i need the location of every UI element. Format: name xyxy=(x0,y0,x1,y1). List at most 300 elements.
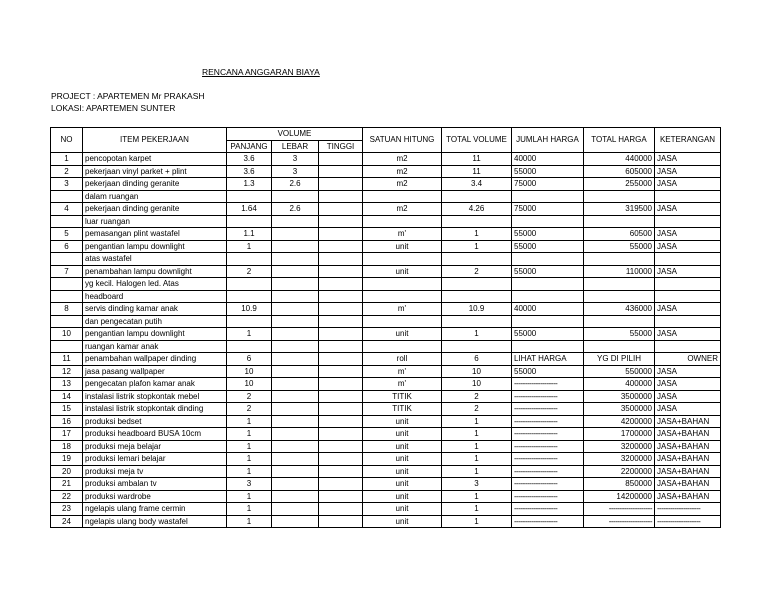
cell-item: produksi headboard BUSA 10cm xyxy=(83,428,227,441)
cell-total-harga: 55000 xyxy=(584,240,655,253)
cell-satuan: unit xyxy=(363,503,442,516)
cell-total-volume: 10 xyxy=(442,378,512,391)
cell-panjang: 1 xyxy=(227,415,272,428)
header-keterangan: KETERANGAN xyxy=(655,128,721,153)
cell-total-volume: 2 xyxy=(442,403,512,416)
cell-lebar xyxy=(272,378,319,391)
cell-total-volume: 1 xyxy=(442,440,512,453)
cell-total-volume: 1 xyxy=(442,453,512,466)
cell-keterangan: JASA+BAHAN xyxy=(655,453,721,466)
cell-item: pencopotan karpet xyxy=(83,153,227,166)
cell-total-harga xyxy=(584,278,655,291)
table-row xyxy=(51,228,721,241)
document-title: RENCANA ANGGARAN BIAYA xyxy=(202,67,320,77)
cell-panjang: 1 xyxy=(227,515,272,528)
cell-total-volume xyxy=(442,190,512,203)
cell-satuan xyxy=(363,215,442,228)
cell-jumlah-harga: -------------------- xyxy=(512,440,584,453)
cell-satuan: unit xyxy=(363,415,442,428)
cell-total-harga: 14200000 xyxy=(584,490,655,503)
cell-panjang: 1 xyxy=(227,440,272,453)
cell-keterangan: JASA+BAHAN xyxy=(655,415,721,428)
cell-lebar xyxy=(272,315,319,328)
budget-table xyxy=(50,127,721,528)
cell-tinggi xyxy=(319,515,363,528)
cell-panjang xyxy=(227,215,272,228)
cell-item: pekerjaan dinding geranite xyxy=(83,203,227,216)
cell-keterangan: JASA xyxy=(655,390,721,403)
cell-no: 23 xyxy=(51,503,83,516)
cell-no: 13 xyxy=(51,378,83,391)
cell-satuan xyxy=(363,340,442,353)
table-row xyxy=(51,303,721,316)
cell-panjang: 3 xyxy=(227,478,272,491)
cell-tinggi xyxy=(319,290,363,303)
cell-item: produksi bedset xyxy=(83,415,227,428)
cell-jumlah-harga: 55000 xyxy=(512,228,584,241)
cell-total-volume: 10.9 xyxy=(442,303,512,316)
cell-satuan: unit xyxy=(363,328,442,341)
cell-no: 15 xyxy=(51,403,83,416)
cell-satuan: m2 xyxy=(363,153,442,166)
cell-jumlah-harga: -------------------- xyxy=(512,490,584,503)
cell-panjang xyxy=(227,278,272,291)
cell-total-volume: 2 xyxy=(442,390,512,403)
cell-jumlah-harga xyxy=(512,340,584,353)
cell-panjang: 1 xyxy=(227,503,272,516)
cell-lebar xyxy=(272,440,319,453)
cell-lebar xyxy=(272,290,319,303)
cell-tinggi xyxy=(319,353,363,366)
cell-item: luar ruangan xyxy=(83,215,227,228)
cell-keterangan: JASA xyxy=(655,378,721,391)
table-row xyxy=(51,365,721,378)
cell-jumlah-harga: -------------------- xyxy=(512,465,584,478)
cell-no: 24 xyxy=(51,515,83,528)
cell-tinggi xyxy=(319,253,363,266)
cell-satuan: unit xyxy=(363,465,442,478)
cell-no: 20 xyxy=(51,465,83,478)
cell-jumlah-harga: 75000 xyxy=(512,178,584,191)
cell-item: pengecatan plafon kamar anak xyxy=(83,378,227,391)
header-satuan: SATUAN HITUNG xyxy=(363,128,442,153)
cell-lebar xyxy=(272,365,319,378)
cell-total-volume: 1 xyxy=(442,428,512,441)
header-total-volume: TOTAL VOLUME xyxy=(442,128,512,153)
cell-lebar xyxy=(272,415,319,428)
table-row xyxy=(51,265,721,278)
header-tinggi: TINGGI xyxy=(319,140,363,153)
cell-no: 19 xyxy=(51,453,83,466)
cell-panjang xyxy=(227,315,272,328)
cell-total-harga: 55000 xyxy=(584,328,655,341)
cell-item: instalasi listrik stopkontak dinding xyxy=(83,403,227,416)
cell-total-volume xyxy=(442,278,512,291)
cell-item: produksi ambalan tv xyxy=(83,478,227,491)
cell-lebar xyxy=(272,253,319,266)
cell-keterangan xyxy=(655,278,721,291)
cell-jumlah-harga: 55000 xyxy=(512,328,584,341)
cell-jumlah-harga xyxy=(512,253,584,266)
cell-no xyxy=(51,340,83,353)
cell-no xyxy=(51,315,83,328)
cell-keterangan xyxy=(655,340,721,353)
cell-panjang: 10.9 xyxy=(227,303,272,316)
cell-panjang: 3.6 xyxy=(227,165,272,178)
cell-satuan: m' xyxy=(363,365,442,378)
cell-tinggi xyxy=(319,265,363,278)
table-row xyxy=(51,428,721,441)
cell-item: jasa pasang wallpaper xyxy=(83,365,227,378)
cell-jumlah-harga: 55000 xyxy=(512,165,584,178)
cell-total-volume: 3 xyxy=(442,478,512,491)
cell-jumlah-harga xyxy=(512,315,584,328)
cell-keterangan: JASA xyxy=(655,153,721,166)
cell-total-harga xyxy=(584,340,655,353)
table-row xyxy=(51,403,721,416)
cell-no xyxy=(51,278,83,291)
cell-no xyxy=(51,290,83,303)
cell-satuan: TITIK xyxy=(363,403,442,416)
cell-no: 17 xyxy=(51,428,83,441)
cell-no: 1 xyxy=(51,153,83,166)
cell-item: servis dinding kamar anak xyxy=(83,303,227,316)
cell-panjang xyxy=(227,290,272,303)
cell-satuan: unit xyxy=(363,265,442,278)
header-no: NO xyxy=(51,128,83,153)
header-item: ITEM PEKERJAAN xyxy=(83,128,227,153)
table-row xyxy=(51,415,721,428)
cell-no xyxy=(51,190,83,203)
cell-no: 18 xyxy=(51,440,83,453)
cell-lebar xyxy=(272,390,319,403)
cell-satuan xyxy=(363,253,442,266)
table-row xyxy=(51,440,721,453)
cell-keterangan: JASA xyxy=(655,228,721,241)
cell-jumlah-harga: -------------------- xyxy=(512,415,584,428)
cell-total-harga: 319500 xyxy=(584,203,655,216)
cell-total-volume: 1 xyxy=(442,503,512,516)
cell-total-harga: 400000 xyxy=(584,378,655,391)
location-label: LOKASI: APARTEMEN SUNTER xyxy=(51,103,176,113)
header-lebar: LEBAR xyxy=(272,140,319,153)
cell-total-harga: 436000 xyxy=(584,303,655,316)
cell-total-volume: 1 xyxy=(442,515,512,528)
cell-total-harga: 4200000 xyxy=(584,415,655,428)
cell-keterangan: JASA+BAHAN xyxy=(655,440,721,453)
table-row xyxy=(51,178,721,191)
table-row xyxy=(51,353,721,366)
cell-lebar: 3 xyxy=(272,153,319,166)
table-row xyxy=(51,328,721,341)
cell-tinggi xyxy=(319,390,363,403)
cell-satuan: unit xyxy=(363,453,442,466)
cell-no: 22 xyxy=(51,490,83,503)
cell-lebar xyxy=(272,503,319,516)
cell-tinggi xyxy=(319,340,363,353)
cell-total-harga xyxy=(584,290,655,303)
table-row xyxy=(51,390,721,403)
cell-total-volume: 11 xyxy=(442,153,512,166)
cell-lebar xyxy=(272,328,319,341)
cell-lebar xyxy=(272,228,319,241)
cell-tinggi xyxy=(319,328,363,341)
cell-total-harga xyxy=(584,315,655,328)
cell-tinggi xyxy=(319,303,363,316)
cell-jumlah-harga: -------------------- xyxy=(512,515,584,528)
cell-jumlah-harga: -------------------- xyxy=(512,453,584,466)
cell-no: 2 xyxy=(51,165,83,178)
table-row xyxy=(51,453,721,466)
cell-satuan xyxy=(363,190,442,203)
cell-total-volume: 3.4 xyxy=(442,178,512,191)
cell-total-harga: 60500 xyxy=(584,228,655,241)
cell-item: ngelapis ulang body wastafel xyxy=(83,515,227,528)
cell-total-harga: 850000 xyxy=(584,478,655,491)
cell-item: dan pengecatan putih xyxy=(83,315,227,328)
cell-tinggi xyxy=(319,315,363,328)
cell-satuan: m' xyxy=(363,303,442,316)
cell-panjang: 1 xyxy=(227,453,272,466)
cell-panjang: 1.64 xyxy=(227,203,272,216)
cell-total-harga: 3500000 xyxy=(584,403,655,416)
table-row xyxy=(51,215,721,228)
cell-jumlah-harga xyxy=(512,190,584,203)
cell-jumlah-harga xyxy=(512,290,584,303)
cell-keterangan: JASA xyxy=(655,178,721,191)
table-row xyxy=(51,340,721,353)
cell-satuan: m2 xyxy=(363,178,442,191)
cell-no: 12 xyxy=(51,365,83,378)
cell-jumlah-harga: 75000 xyxy=(512,203,584,216)
cell-total-harga: 255000 xyxy=(584,178,655,191)
cell-no: 16 xyxy=(51,415,83,428)
cell-total-volume: 1 xyxy=(442,415,512,428)
cell-lebar xyxy=(272,403,319,416)
cell-total-volume xyxy=(442,315,512,328)
cell-item: pengantian lampu downlight xyxy=(83,240,227,253)
cell-satuan: unit xyxy=(363,240,442,253)
cell-jumlah-harga: 40000 xyxy=(512,303,584,316)
cell-keterangan: JASA xyxy=(655,203,721,216)
cell-tinggi xyxy=(319,190,363,203)
table-row xyxy=(51,515,721,528)
cell-total-harga: 1700000 xyxy=(584,428,655,441)
cell-item: pekerjaan dinding geranite xyxy=(83,178,227,191)
cell-total-harga: 3500000 xyxy=(584,390,655,403)
cell-satuan xyxy=(363,290,442,303)
cell-keterangan: JASA+BAHAN xyxy=(655,490,721,503)
cell-jumlah-harga: 55000 xyxy=(512,265,584,278)
cell-keterangan: JASA+BAHAN xyxy=(655,428,721,441)
cell-tinggi xyxy=(319,403,363,416)
cell-panjang: 1.1 xyxy=(227,228,272,241)
cell-tinggi xyxy=(319,428,363,441)
cell-item: ruangan kamar anak xyxy=(83,340,227,353)
cell-no: 21 xyxy=(51,478,83,491)
cell-lebar xyxy=(272,265,319,278)
cell-keterangan xyxy=(655,190,721,203)
cell-lebar: 2.6 xyxy=(272,178,319,191)
cell-panjang: 2 xyxy=(227,403,272,416)
cell-panjang: 1.3 xyxy=(227,178,272,191)
cell-lebar xyxy=(272,478,319,491)
cell-tinggi xyxy=(319,165,363,178)
cell-panjang: 1 xyxy=(227,490,272,503)
cell-total-volume: 1 xyxy=(442,228,512,241)
cell-keterangan: JASA+BAHAN xyxy=(655,465,721,478)
cell-total-harga: -------------------- xyxy=(584,503,655,516)
cell-lebar xyxy=(272,465,319,478)
table-row xyxy=(51,190,721,203)
cell-no: 3 xyxy=(51,178,83,191)
cell-satuan: unit xyxy=(363,490,442,503)
cell-total-volume: 6 xyxy=(442,353,512,366)
cell-tinggi xyxy=(319,278,363,291)
cell-tinggi xyxy=(319,215,363,228)
cell-satuan: unit xyxy=(363,428,442,441)
cell-tinggi xyxy=(319,153,363,166)
cell-satuan xyxy=(363,278,442,291)
project-label: PROJECT : APARTEMEN Mr PRAKASH xyxy=(51,91,205,101)
table-row xyxy=(51,253,721,266)
cell-no xyxy=(51,253,83,266)
cell-item: dalam ruangan xyxy=(83,190,227,203)
cell-tinggi xyxy=(319,240,363,253)
header-panjang: PANJANG xyxy=(227,140,272,153)
cell-item: produksi wardrobe xyxy=(83,490,227,503)
table-body xyxy=(51,153,721,528)
table-row xyxy=(51,290,721,303)
cell-total-harga: 3200000 xyxy=(584,440,655,453)
cell-keterangan: JASA xyxy=(655,365,721,378)
header-jumlah-harga: JUMLAH HARGA xyxy=(512,128,584,153)
cell-tinggi xyxy=(319,440,363,453)
table-row xyxy=(51,465,721,478)
cell-panjang: 10 xyxy=(227,378,272,391)
cell-total-volume xyxy=(442,290,512,303)
cell-tinggi xyxy=(319,178,363,191)
cell-total-volume: 2 xyxy=(442,265,512,278)
cell-panjang: 2 xyxy=(227,390,272,403)
cell-satuan: m' xyxy=(363,228,442,241)
cell-no: 7 xyxy=(51,265,83,278)
cell-lebar xyxy=(272,215,319,228)
table-row xyxy=(51,378,721,391)
cell-no: 5 xyxy=(51,228,83,241)
cell-tinggi xyxy=(319,365,363,378)
cell-total-harga xyxy=(584,253,655,266)
cell-jumlah-harga: -------------------- xyxy=(512,390,584,403)
cell-lebar: 3 xyxy=(272,165,319,178)
cell-total-volume: 1 xyxy=(442,328,512,341)
cell-panjang: 1 xyxy=(227,465,272,478)
cell-total-volume xyxy=(442,340,512,353)
cell-keterangan: OWNER xyxy=(655,353,721,366)
cell-item: headboard xyxy=(83,290,227,303)
table-row xyxy=(51,503,721,516)
header-total-harga: TOTAL HARGA xyxy=(584,128,655,153)
cell-jumlah-harga: -------------------- xyxy=(512,503,584,516)
cell-jumlah-harga: -------------------- xyxy=(512,403,584,416)
cell-tinggi xyxy=(319,503,363,516)
cell-panjang: 1 xyxy=(227,240,272,253)
cell-total-harga: 110000 xyxy=(584,265,655,278)
cell-satuan: TITIK xyxy=(363,390,442,403)
cell-total-volume: 1 xyxy=(442,490,512,503)
cell-lebar xyxy=(272,353,319,366)
cell-lebar xyxy=(272,340,319,353)
cell-total-volume xyxy=(442,215,512,228)
cell-item: pengantian lampu downlight xyxy=(83,328,227,341)
cell-tinggi xyxy=(319,478,363,491)
cell-item: produksi meja tv xyxy=(83,465,227,478)
cell-total-volume: 1 xyxy=(442,465,512,478)
cell-tinggi xyxy=(319,415,363,428)
cell-item: penambahan lampu downlight xyxy=(83,265,227,278)
cell-lebar: 2.6 xyxy=(272,203,319,216)
cell-satuan: m' xyxy=(363,378,442,391)
cell-no: 14 xyxy=(51,390,83,403)
cell-lebar xyxy=(272,490,319,503)
cell-total-harga xyxy=(584,190,655,203)
cell-no: 8 xyxy=(51,303,83,316)
cell-item: yg kecil. Halogen led. Atas xyxy=(83,278,227,291)
cell-keterangan: JASA xyxy=(655,303,721,316)
cell-jumlah-harga: LIHAT HARGA xyxy=(512,353,584,366)
cell-keterangan: JASA xyxy=(655,328,721,341)
cell-item: pekerjaan vinyl parket + plint xyxy=(83,165,227,178)
cell-item: atas wastafel xyxy=(83,253,227,266)
cell-item: ngelapis ulang frame cermin xyxy=(83,503,227,516)
cell-tinggi xyxy=(319,203,363,216)
cell-satuan: roll xyxy=(363,353,442,366)
cell-item: pemasangan plint wastafel xyxy=(83,228,227,241)
cell-total-volume: 4.26 xyxy=(442,203,512,216)
cell-no: 11 xyxy=(51,353,83,366)
cell-keterangan: JASA+BAHAN xyxy=(655,478,721,491)
cell-jumlah-harga xyxy=(512,278,584,291)
cell-satuan: unit xyxy=(363,478,442,491)
cell-panjang: 10 xyxy=(227,365,272,378)
cell-keterangan xyxy=(655,290,721,303)
cell-panjang xyxy=(227,190,272,203)
cell-no xyxy=(51,215,83,228)
cell-panjang: 1 xyxy=(227,428,272,441)
table-row xyxy=(51,490,721,503)
cell-satuan xyxy=(363,315,442,328)
cell-no: 10 xyxy=(51,328,83,341)
cell-keterangan xyxy=(655,253,721,266)
cell-keterangan: JASA xyxy=(655,240,721,253)
cell-total-volume: 11 xyxy=(442,165,512,178)
cell-no: 4 xyxy=(51,203,83,216)
cell-total-harga: 605000 xyxy=(584,165,655,178)
cell-satuan: unit xyxy=(363,515,442,528)
cell-lebar xyxy=(272,515,319,528)
cell-panjang xyxy=(227,253,272,266)
table-row xyxy=(51,315,721,328)
cell-lebar xyxy=(272,240,319,253)
cell-jumlah-harga xyxy=(512,215,584,228)
cell-keterangan: JASA xyxy=(655,165,721,178)
cell-total-harga: 3200000 xyxy=(584,453,655,466)
cell-jumlah-harga: 55000 xyxy=(512,365,584,378)
cell-item: produksi meja belajar xyxy=(83,440,227,453)
cell-jumlah-harga: -------------------- xyxy=(512,478,584,491)
cell-total-volume xyxy=(442,253,512,266)
table-row xyxy=(51,165,721,178)
